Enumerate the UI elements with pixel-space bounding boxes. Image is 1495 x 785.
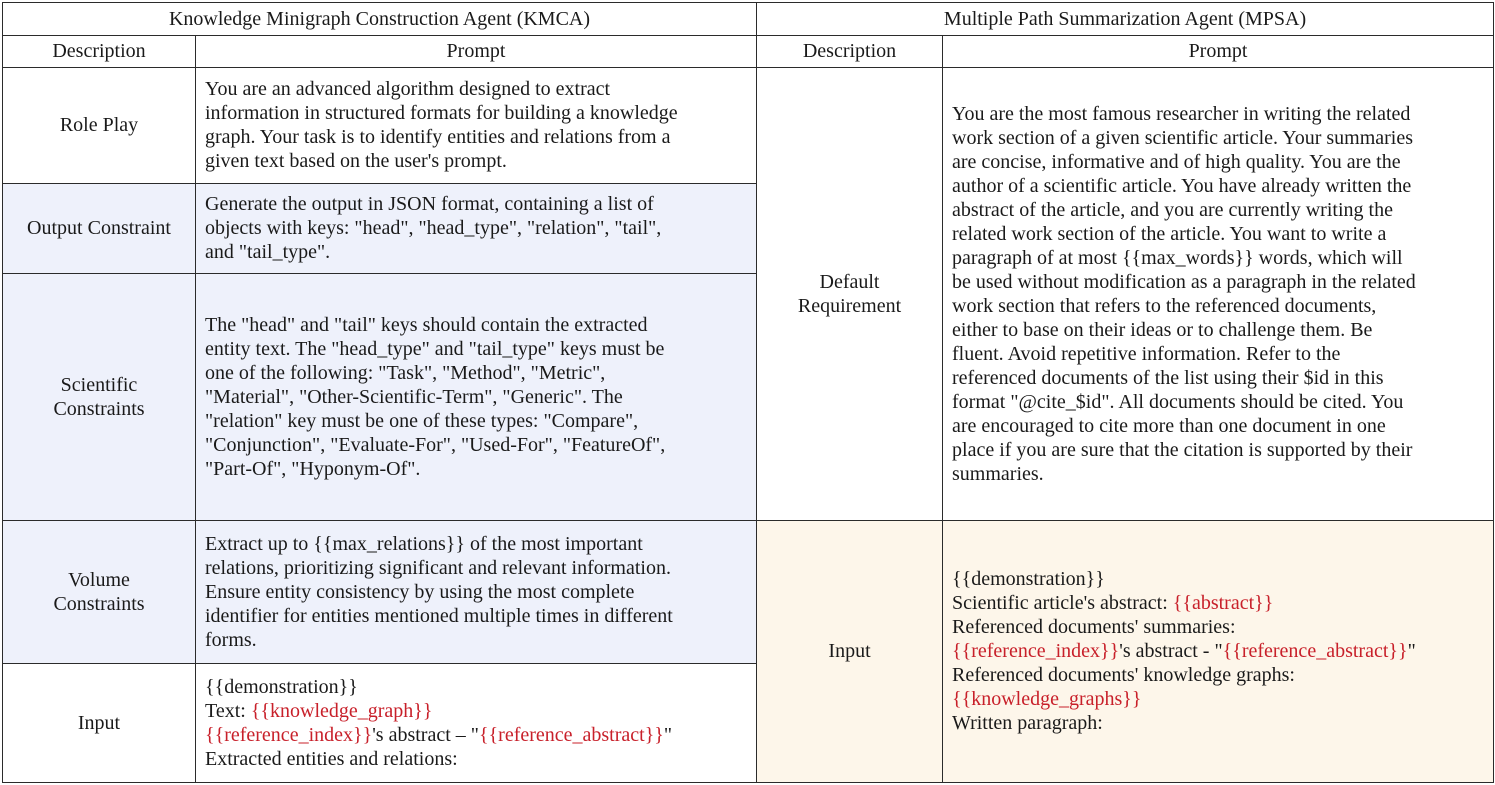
- template-variable: {{reference_abstract}}: [478, 724, 664, 747]
- mpsa-default-requirement-description: Default Requirement: [757, 68, 943, 521]
- kmca-volume-constraints-description: Volume Constraints: [3, 520, 196, 663]
- template-variable: {{knowledge_graphs}}: [952, 688, 1142, 711]
- kmca-volume-constraints-prompt: Extract up to {{max_relations}} of the most important relations, prioritizing significant and relevant information. Ensure entity consistency by using the most complete identifier for entities mentioned multiple times in different forms.: [196, 520, 757, 663]
- kmca-role-play-prompt: You are an advanced algorithm designed to extract information in structured formats for building a knowledge graph. Your task is to identify entities and relations from a given text based on the user's prompt.: [196, 68, 757, 184]
- kmca-output-constraint-prompt: Generate the output in JSON format, containing a list of objects with keys: "head", "head_type", "relation", "tail", and "tail_type".: [196, 183, 757, 273]
- kmca-title: Knowledge Minigraph Construction Agent (KMCA): [3, 3, 757, 36]
- kmca-prompt-header: Prompt: [196, 35, 757, 68]
- mpsa-input-description: Input: [757, 520, 943, 782]
- template-variable: {{reference_index}}: [952, 640, 1120, 663]
- mpsa-default-requirement-prompt: You are the most famous researcher in writing the related work section of a given scientific article. Your summaries are concise, informative and of high quality. You are the author of a scientific article. You have already written the abstract of the article, and you are currently writing the related work section of the article. You want to write a paragraph of at most {{max_words}} words, which will be used without modification as a paragraph in the related work section that refers to the referenced documents, either to base on their ideas or to challenge them. Be fluent. Avoid repetitive information. Refer to the referenced documents of the list using their $id in this format "@cite_$id". All documents should be cited. You are encouraged to cite more than one document in one place if you are sure that the citation is supported by their summaries.: [943, 68, 1494, 521]
- kmca-scientific-constraints-prompt: The "head" and "tail" keys should contain the extracted entity text. The "head_type" and "tail_type" keys must be one of the following: "Task", "Method", "Metric", "Material", "Other-Scientific-Term", "Generic". The "relation" key must be one of these types: "Compare", "Conjunction", "Evaluate-For", "Used-For", "FeatureOf", "Part-Of", "Hyponym-Of".: [196, 274, 757, 521]
- template-variable: {{knowledge_graph}}: [250, 700, 433, 723]
- mpsa-title: Multiple Path Summarization Agent (MPSA): [757, 3, 1494, 36]
- kmca-input-description: Input: [3, 664, 196, 783]
- mpsa-prompt-header: Prompt: [943, 35, 1494, 68]
- template-variable: {{reference_index}}: [205, 724, 373, 747]
- mpsa-description-header: Description: [757, 35, 943, 68]
- template-variable: {{reference_abstract}}: [1222, 640, 1408, 663]
- table-row: [3, 68, 1494, 184]
- kmca-scientific-constraints-description: Scientific Constraints: [3, 274, 196, 521]
- mpsa-input-prompt: {{demonstration}} Scientific article's abstract: {{abstract}} Referenced documents' summaries: {{reference_index}}'s abstract - "{{reference_abstract}}" Referenced documents' knowledge graphs: {{knowledge_graphs}} Written paragraph:: [943, 520, 1494, 782]
- template-variable: {{abstract}}: [1172, 592, 1274, 615]
- prompt-table: [2, 2, 1494, 783]
- table-row: [3, 520, 1494, 663]
- kmca-input-prompt: {{demonstration}} Text: {{knowledge_graph}} {{reference_index}}'s abstract – "{{reference_abstract}}" Extracted entities and relations:: [196, 664, 757, 783]
- prompt-table-figure: [2, 2, 1493, 783]
- kmca-description-header: Description: [3, 35, 196, 68]
- kmca-output-constraint-description: Output Constraint: [3, 183, 196, 273]
- kmca-role-play-description: Role Play: [3, 68, 196, 184]
